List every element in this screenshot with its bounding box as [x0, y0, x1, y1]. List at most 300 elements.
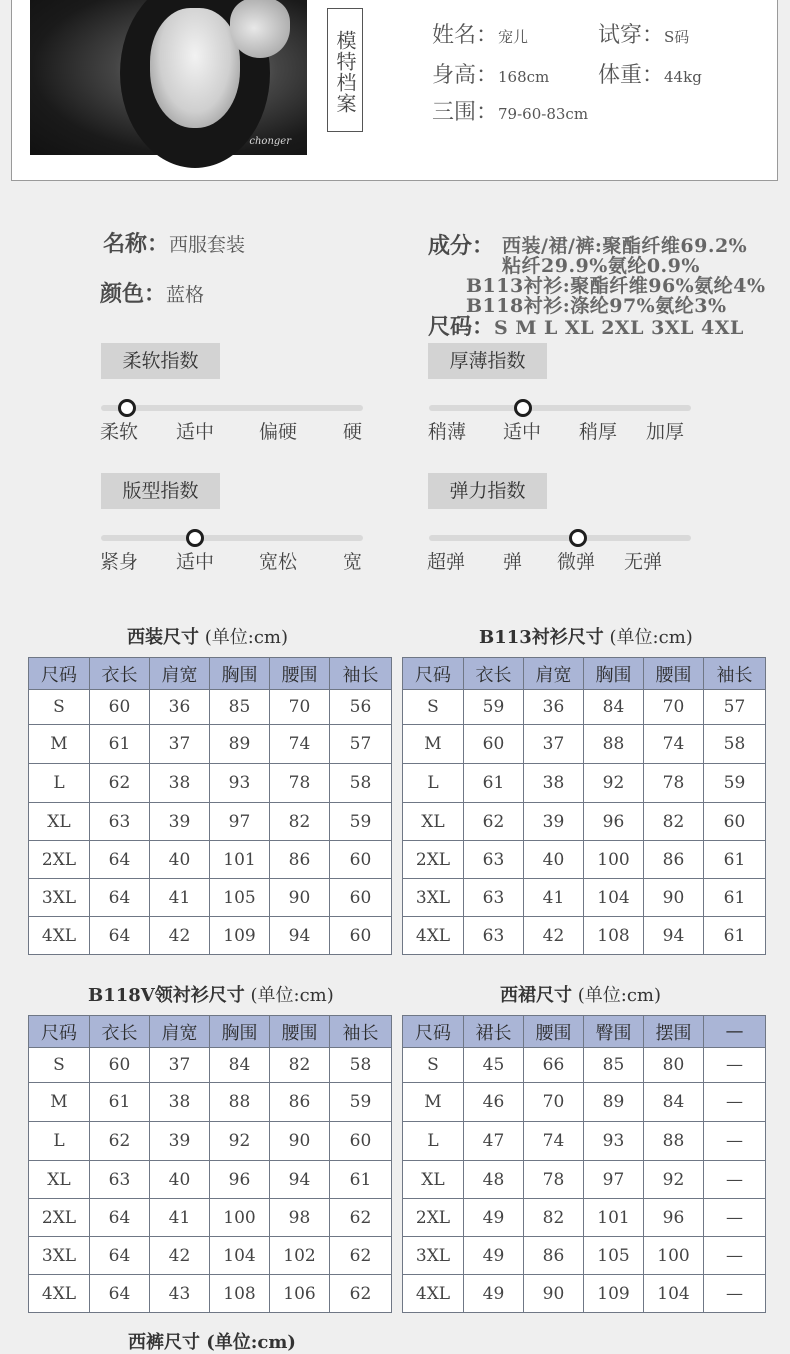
table-cell: 57 — [704, 690, 766, 725]
table-header-cell: 尺码 — [403, 658, 464, 690]
table-cell: 90 — [644, 879, 704, 917]
table-cell: 37 — [150, 1048, 210, 1083]
table-header-cell: 胸围 — [210, 1016, 270, 1048]
suit-table-caption — [127, 623, 288, 649]
thickness-label-3: 稍厚 — [579, 421, 618, 443]
skirt-size-table — [402, 1015, 766, 1313]
table-cell: 36 — [150, 690, 210, 725]
table-cell: — — [704, 1083, 766, 1122]
table-cell: 96 — [584, 803, 644, 841]
table-cell: 88 — [644, 1122, 704, 1161]
table-cell: 36 — [524, 690, 584, 725]
table-cell: 62 — [90, 1122, 150, 1161]
table-cell: 106 — [270, 1275, 330, 1313]
product-color-row — [100, 277, 204, 308]
table-cell: 84 — [584, 690, 644, 725]
table-header-cell: 摆围 — [644, 1016, 704, 1048]
table-cell: 2XL — [29, 1199, 90, 1237]
softness-label-3: 偏硬 — [259, 421, 298, 443]
table-row — [403, 917, 766, 955]
table-cell: 61 — [704, 841, 766, 879]
table-cell: 78 — [644, 764, 704, 803]
table-header-row — [29, 658, 392, 690]
table-cell: 3XL — [403, 1237, 464, 1275]
table-cell: 60 — [90, 690, 150, 725]
table-cell: 60 — [90, 1048, 150, 1083]
table-cell: 61 — [704, 879, 766, 917]
table-cell: 74 — [270, 725, 330, 764]
model-name-field — [432, 18, 528, 49]
table-cell: 64 — [90, 1199, 150, 1237]
pants-table-caption-cut: 西裤尺寸 (单位:cm) — [128, 1332, 296, 1353]
table-cell: 101 — [584, 1199, 644, 1237]
model-measure-value: 79-60-83cm — [498, 105, 589, 123]
b118-shirt-size-table — [28, 1015, 392, 1313]
skirt-table-title: 西裙尺寸 — [500, 985, 572, 1006]
table-cell: 98 — [270, 1199, 330, 1237]
table-row — [29, 1083, 392, 1122]
table-cell: M — [403, 1083, 464, 1122]
suit-table-title: 西装尺寸 — [127, 627, 199, 648]
table-cell: 42 — [150, 917, 210, 955]
table-cell: M — [403, 725, 464, 764]
table-cell: 62 — [330, 1275, 392, 1313]
table-row — [29, 803, 392, 841]
table-cell: 64 — [90, 841, 150, 879]
thickness-label-1: 稍薄 — [428, 421, 467, 443]
table-cell: 2XL — [29, 841, 90, 879]
composition-line-2: 粘纤29.9%氨纶0.9% — [502, 255, 700, 277]
model-archive-tag: 模特档案 — [327, 8, 363, 132]
table-cell: 3XL — [29, 1237, 90, 1275]
table-cell: 109 — [210, 917, 270, 955]
fit-label-3: 宽松 — [259, 551, 298, 573]
b118-table-unit: (单位:cm) — [250, 985, 334, 1006]
table-cell: 97 — [210, 803, 270, 841]
table-header-cell: 肩宽 — [524, 658, 584, 690]
elasticity-label-3: 微弹 — [557, 551, 596, 573]
table-header-cell: 胸围 — [584, 658, 644, 690]
product-name-label: 名称： — [103, 231, 170, 257]
elasticity-label-1: 超弹 — [427, 551, 466, 573]
table-row — [403, 1048, 766, 1083]
table-cell: — — [704, 1237, 766, 1275]
table-cell: 4XL — [403, 917, 464, 955]
table-row — [29, 879, 392, 917]
table-cell: XL — [29, 803, 90, 841]
table-cell: 101 — [210, 841, 270, 879]
table-cell: 40 — [150, 1161, 210, 1199]
elasticity-index-knob — [569, 529, 587, 547]
table-cell: S — [29, 1048, 90, 1083]
table-header-row — [403, 658, 766, 690]
model-height-value: 168cm — [498, 68, 550, 86]
table-row — [403, 1237, 766, 1275]
product-name-row — [103, 227, 245, 258]
table-cell: 49 — [464, 1199, 524, 1237]
elasticity-label-4: 无弹 — [624, 551, 663, 573]
table-header-cell: 尺码 — [29, 658, 90, 690]
table-cell: 64 — [90, 1275, 150, 1313]
table-cell: 90 — [270, 879, 330, 917]
table-header-cell: 衣长 — [90, 658, 150, 690]
table-cell: XL — [403, 1161, 464, 1199]
table-cell: 38 — [150, 1083, 210, 1122]
table-cell: — — [704, 1122, 766, 1161]
table-header-cell: 腰围 — [270, 1016, 330, 1048]
table-cell: 70 — [270, 690, 330, 725]
table-cell: 90 — [524, 1275, 584, 1313]
table-cell: 63 — [90, 803, 150, 841]
table-header-cell: 尺码 — [403, 1016, 464, 1048]
table-header-cell: 衣长 — [90, 1016, 150, 1048]
table-header-cell: 袖长 — [704, 658, 766, 690]
model-weight-label: 体重： — [598, 63, 665, 88]
table-cell: 93 — [584, 1122, 644, 1161]
table-cell: 59 — [464, 690, 524, 725]
table-cell: 37 — [524, 725, 584, 764]
table-cell: 61 — [704, 917, 766, 955]
thickness-index-knob — [514, 399, 532, 417]
table-header-cell: 腰围 — [524, 1016, 584, 1048]
table-cell: L — [403, 1122, 464, 1161]
model-face-shape — [150, 8, 240, 128]
softness-label-2: 适中 — [176, 421, 215, 443]
composition-line-4: B118衬衫:涤纶97%氨纶3% — [466, 295, 727, 317]
table-row — [403, 725, 766, 764]
table-cell: 61 — [464, 764, 524, 803]
table-cell: 93 — [210, 764, 270, 803]
table-cell: 63 — [90, 1161, 150, 1199]
table-cell: 59 — [704, 764, 766, 803]
fit-label-1: 紧身 — [100, 551, 139, 573]
table-row — [29, 764, 392, 803]
table-cell: 63 — [464, 879, 524, 917]
table-header-cell: 袖长 — [330, 658, 392, 690]
table-cell: 92 — [644, 1161, 704, 1199]
softness-index-knob — [118, 399, 136, 417]
table-cell: — — [704, 1199, 766, 1237]
table-cell: 64 — [90, 879, 150, 917]
table-cell: 108 — [584, 917, 644, 955]
table-cell: 88 — [584, 725, 644, 764]
model-photo — [30, 0, 307, 155]
table-cell: 82 — [524, 1199, 584, 1237]
table-cell: 86 — [270, 1083, 330, 1122]
table-cell: 59 — [330, 1083, 392, 1122]
table-cell: 39 — [150, 1122, 210, 1161]
table-row — [29, 1275, 392, 1313]
composition-line-3: B113衬衫:聚酯纤维96%氨纶4% — [466, 275, 766, 297]
table-header-cell: 袖长 — [330, 1016, 392, 1048]
table-cell: 64 — [90, 917, 150, 955]
table-cell: 82 — [270, 1048, 330, 1083]
table-row — [29, 1161, 392, 1199]
table-cell: 48 — [464, 1161, 524, 1199]
table-cell: 39 — [150, 803, 210, 841]
table-cell: 60 — [330, 917, 392, 955]
table-cell: 59 — [330, 803, 392, 841]
table-row — [403, 879, 766, 917]
table-cell: 109 — [584, 1275, 644, 1313]
table-header-cell: 衣长 — [464, 658, 524, 690]
table-cell: 41 — [150, 879, 210, 917]
model-card — [11, 0, 778, 181]
table-cell: 61 — [90, 1083, 150, 1122]
table-cell: 57 — [330, 725, 392, 764]
table-cell: 49 — [464, 1275, 524, 1313]
table-cell: 4XL — [403, 1275, 464, 1313]
table-cell: 105 — [210, 879, 270, 917]
table-cell: — — [704, 1048, 766, 1083]
table-cell: 104 — [644, 1275, 704, 1313]
skirt-table-caption — [500, 981, 661, 1007]
table-header-cell: — — [704, 1016, 766, 1048]
table-cell: 85 — [584, 1048, 644, 1083]
table-cell: 89 — [584, 1083, 644, 1122]
table-cell: 94 — [270, 1161, 330, 1199]
product-name-value: 西服套装 — [169, 234, 246, 256]
table-cell: 89 — [210, 725, 270, 764]
b113-shirt-size-table — [402, 657, 766, 955]
b118-table-title: B118V领衬衫尺寸 — [88, 985, 245, 1006]
table-cell: 61 — [330, 1161, 392, 1199]
thickness-index-track — [429, 405, 691, 411]
composition-label: 成分： — [428, 233, 495, 259]
table-cell: 105 — [584, 1237, 644, 1275]
table-cell: 61 — [90, 725, 150, 764]
table-cell: 60 — [330, 879, 392, 917]
composition-label-wrap — [428, 229, 494, 260]
table-row — [29, 1048, 392, 1083]
table-cell: 3XL — [403, 879, 464, 917]
table-cell: 100 — [644, 1237, 704, 1275]
table-row — [403, 1161, 766, 1199]
b113-table-unit: (单位:cm) — [609, 627, 693, 648]
model-name-value: 宠儿 — [498, 28, 529, 46]
table-cell: 60 — [330, 841, 392, 879]
table-row — [29, 690, 392, 725]
table-cell: 62 — [330, 1237, 392, 1275]
model-tryon-value: S码 — [664, 28, 690, 46]
table-row — [29, 725, 392, 764]
skirt-table-unit: (单位:cm) — [577, 985, 661, 1006]
model-measure-label: 三围： — [432, 100, 499, 125]
thickness-label-4: 加厚 — [646, 421, 685, 443]
table-cell: 86 — [644, 841, 704, 879]
table-header-row — [403, 1016, 766, 1048]
model-tryon-field — [598, 18, 689, 49]
elasticity-index-track — [429, 535, 691, 541]
model-name-label: 姓名： — [432, 23, 499, 48]
table-row — [403, 1083, 766, 1122]
table-cell: 94 — [270, 917, 330, 955]
table-cell: 45 — [464, 1048, 524, 1083]
table-cell: 104 — [584, 879, 644, 917]
table-cell: 3XL — [29, 879, 90, 917]
table-cell: 62 — [464, 803, 524, 841]
table-cell: S — [403, 1048, 464, 1083]
table-row — [403, 764, 766, 803]
table-header-cell: 尺码 — [29, 1016, 90, 1048]
suit-table-unit: (单位:cm) — [204, 627, 288, 648]
table-header-cell: 肩宽 — [150, 1016, 210, 1048]
table-cell: 64 — [90, 1237, 150, 1275]
size-range-value: S M L XL 2XL 3XL 4XL — [494, 317, 744, 339]
table-cell: 39 — [524, 803, 584, 841]
table-header-cell: 腰围 — [270, 658, 330, 690]
table-cell: M — [29, 1083, 90, 1122]
softness-label-4: 硬 — [343, 421, 363, 443]
table-header-cell: 臀围 — [584, 1016, 644, 1048]
table-header-cell: 肩宽 — [150, 658, 210, 690]
table-header-cell: 胸围 — [210, 658, 270, 690]
table-cell: 60 — [464, 725, 524, 764]
table-cell: 46 — [464, 1083, 524, 1122]
table-cell: 41 — [150, 1199, 210, 1237]
elasticity-index-title: 弹力指数 — [428, 473, 547, 509]
table-cell: 42 — [150, 1237, 210, 1275]
model-height-label: 身高： — [432, 63, 499, 88]
table-cell: 63 — [464, 841, 524, 879]
fit-index-track — [101, 535, 363, 541]
table-cell: M — [29, 725, 90, 764]
table-cell: 58 — [330, 764, 392, 803]
table-cell: 60 — [330, 1122, 392, 1161]
model-tryon-label: 试穿： — [598, 23, 665, 48]
table-cell: 38 — [524, 764, 584, 803]
table-header-row — [29, 1016, 392, 1048]
table-cell: 43 — [150, 1275, 210, 1313]
softness-label-1: 柔软 — [100, 421, 139, 443]
table-row — [403, 803, 766, 841]
table-cell: 60 — [704, 803, 766, 841]
model-measure-field — [432, 95, 588, 126]
photo-signature: chonger — [249, 136, 291, 147]
table-cell: 2XL — [403, 1199, 464, 1237]
product-color-label: 颜色： — [100, 281, 167, 307]
table-cell: 100 — [210, 1199, 270, 1237]
table-cell: 38 — [150, 764, 210, 803]
table-cell: 78 — [524, 1161, 584, 1199]
table-cell: 74 — [524, 1122, 584, 1161]
table-cell: 80 — [644, 1048, 704, 1083]
table-cell: — — [704, 1275, 766, 1313]
table-cell: 47 — [464, 1122, 524, 1161]
b113-table-caption — [479, 623, 693, 649]
table-cell: 37 — [150, 725, 210, 764]
table-cell: XL — [29, 1161, 90, 1199]
model-hand-shape — [230, 0, 290, 58]
table-cell: 86 — [524, 1237, 584, 1275]
table-cell: 63 — [464, 917, 524, 955]
table-cell: 86 — [270, 841, 330, 879]
size-range-label: 尺码： — [428, 314, 495, 340]
table-cell: 49 — [464, 1237, 524, 1275]
table-cell: 102 — [270, 1237, 330, 1275]
composition-line-1: 西装/裙/裤:聚酯纤维69.2% — [502, 235, 748, 257]
table-header-cell: 裙长 — [464, 1016, 524, 1048]
table-row — [403, 1122, 766, 1161]
table-cell: L — [29, 764, 90, 803]
product-color-value: 蓝格 — [166, 284, 205, 306]
table-cell: 108 — [210, 1275, 270, 1313]
table-cell: 104 — [210, 1237, 270, 1275]
table-row — [29, 1122, 392, 1161]
suit-size-table — [28, 657, 392, 955]
table-cell: 2XL — [403, 841, 464, 879]
thickness-index-title: 厚薄指数 — [428, 343, 547, 379]
table-cell: 84 — [210, 1048, 270, 1083]
table-cell: 100 — [584, 841, 644, 879]
table-cell: 96 — [644, 1199, 704, 1237]
table-cell: 66 — [524, 1048, 584, 1083]
table-cell: 94 — [644, 917, 704, 955]
table-cell: 74 — [644, 725, 704, 764]
b113-table-title: B113衬衫尺寸 — [479, 627, 604, 648]
table-cell: 70 — [524, 1083, 584, 1122]
table-row — [403, 690, 766, 725]
table-cell: L — [29, 1122, 90, 1161]
table-cell: 84 — [644, 1083, 704, 1122]
table-cell: 82 — [644, 803, 704, 841]
table-cell: 4XL — [29, 1275, 90, 1313]
thickness-label-2: 适中 — [503, 421, 542, 443]
table-cell: 92 — [210, 1122, 270, 1161]
fit-index-title: 版型指数 — [101, 473, 220, 509]
elasticity-label-2: 弹 — [503, 551, 523, 573]
table-row — [403, 1199, 766, 1237]
table-cell: 62 — [90, 764, 150, 803]
size-range-row — [428, 310, 744, 341]
table-row — [403, 1275, 766, 1313]
model-height-field — [432, 58, 549, 89]
table-cell: 70 — [644, 690, 704, 725]
b118-table-caption — [88, 981, 334, 1007]
table-cell: S — [29, 690, 90, 725]
table-header-cell: 腰围 — [644, 658, 704, 690]
table-cell: 40 — [524, 841, 584, 879]
table-cell: 4XL — [29, 917, 90, 955]
table-cell: — — [704, 1161, 766, 1199]
table-cell: 56 — [330, 690, 392, 725]
table-cell: 78 — [270, 764, 330, 803]
table-row — [29, 1237, 392, 1275]
table-row — [29, 917, 392, 955]
table-cell: 88 — [210, 1083, 270, 1122]
table-cell: 42 — [524, 917, 584, 955]
table-cell: 92 — [584, 764, 644, 803]
table-cell: 82 — [270, 803, 330, 841]
table-cell: 85 — [210, 690, 270, 725]
table-cell: 96 — [210, 1161, 270, 1199]
table-cell: 40 — [150, 841, 210, 879]
fit-label-2: 适中 — [176, 551, 215, 573]
table-row — [29, 841, 392, 879]
table-cell: 41 — [524, 879, 584, 917]
table-cell: XL — [403, 803, 464, 841]
table-cell: 58 — [704, 725, 766, 764]
table-cell: 58 — [330, 1048, 392, 1083]
table-cell: 97 — [584, 1161, 644, 1199]
softness-index-track — [101, 405, 363, 411]
table-cell: L — [403, 764, 464, 803]
table-row — [403, 841, 766, 879]
table-row — [29, 1199, 392, 1237]
model-weight-field — [598, 58, 702, 89]
table-cell: S — [403, 690, 464, 725]
table-cell: 62 — [330, 1199, 392, 1237]
